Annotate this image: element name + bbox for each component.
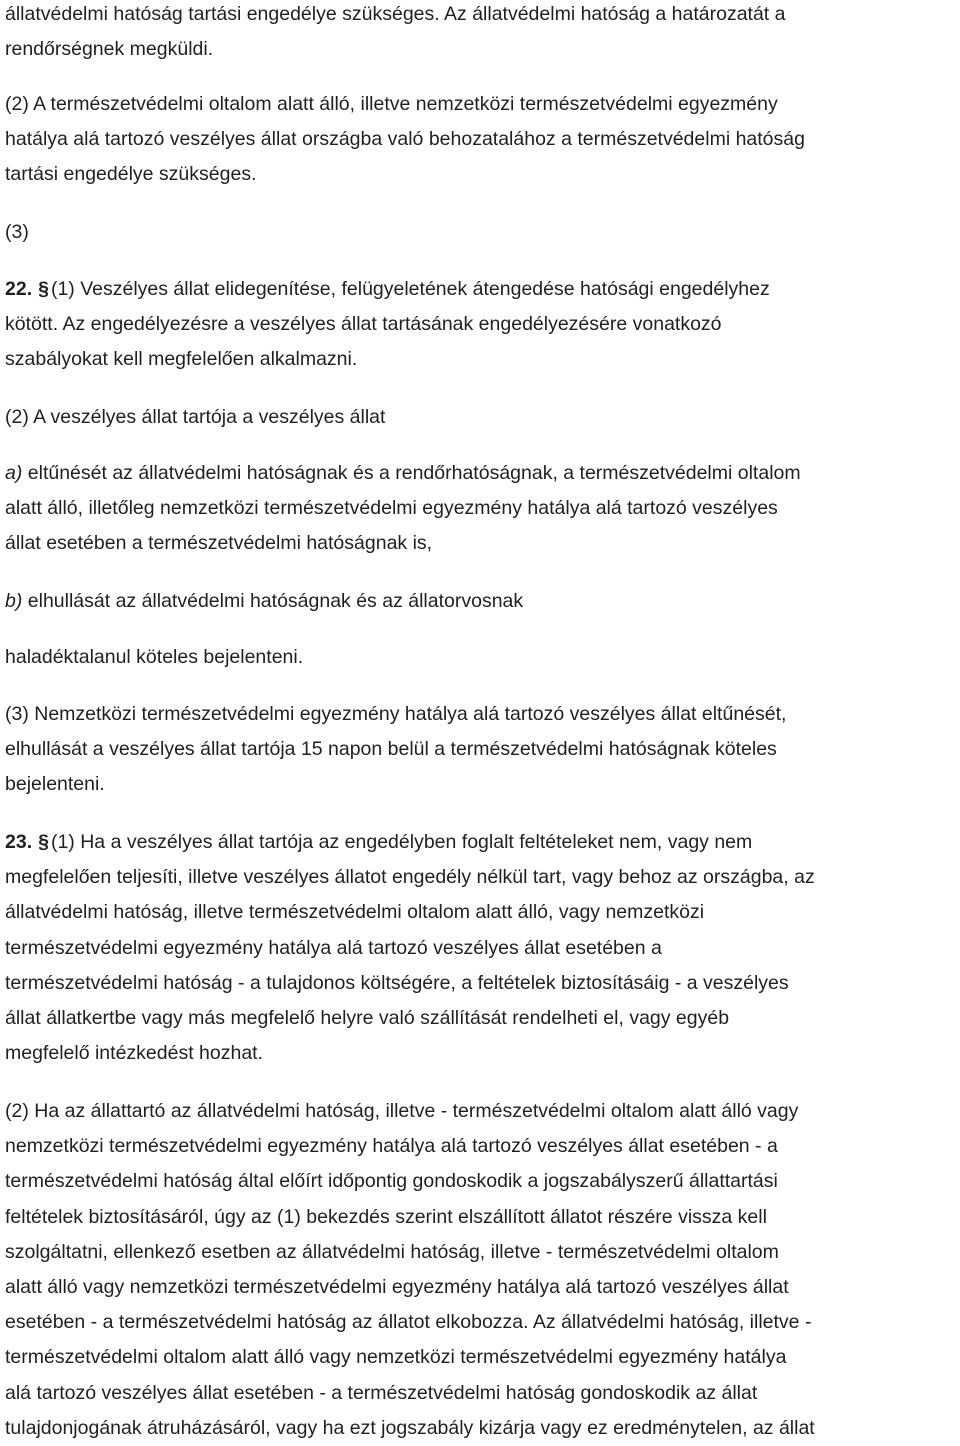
text-line: hatálya alá tartozó veszélyes állat országba való behozatalához a természetvédelmi hatóság xyxy=(5,128,805,151)
paragraph-21-3 xyxy=(5,215,957,250)
text-line: tartási engedélye szükséges. xyxy=(5,163,257,186)
list-marker: a) xyxy=(5,462,23,484)
paragraph-22-closing xyxy=(5,640,957,675)
text-line: állat állatkertbe vagy más megfelelő helyre való szállítását rendelheti el, vagy egyéb xyxy=(5,1007,730,1030)
text-line: állat esetében a természetvédelmi hatóságnak is, xyxy=(5,532,433,555)
text-line: (2) Ha az állattartó az állatvédelmi hatóság, illetve - természetvédelmi oltalom alatt álló vagy xyxy=(5,1100,799,1122)
text-line: természetvédelmi hatóság által előírt időpontig gondoskodik a jogszabályszerű állattartási xyxy=(5,1170,778,1193)
paragraph-21-2 xyxy=(5,87,957,193)
text-line: (1) Ha a veszélyes állat tartója az engedélyben foglalt feltételeket nem, vagy nem xyxy=(50,831,753,853)
list-item-a xyxy=(5,456,957,562)
paragraph-23-2 xyxy=(5,1094,957,1446)
text-line: haladéktalanul köteles bejelenteni. xyxy=(5,646,304,668)
text-line: szolgáltatni, ellenkező esetben az állatvédelmi hatóság, illetve - természetvédelmi oltalom xyxy=(5,1240,779,1263)
text-line: természetvédelmi egyezmény hatálya alá tartozó veszélyes állat esetében a xyxy=(5,936,662,959)
text-line: alatt álló, illetőleg nemzetközi természetvédelmi egyezmény hatálya alá tartozó veszélyes xyxy=(5,497,778,520)
text-line: állatvédelmi hatóság, illetve természetvédelmi oltalom alatt álló, vagy nemzetközi xyxy=(5,901,705,924)
text-line: nemzetközi természetvédelmi egyezmény hatálya alá tartozó veszélyes állat esetében - a xyxy=(5,1135,778,1158)
text-line: megfelelően teljesíti, illetve veszélyes állatot engedély nélkül tart, vagy behoz az országba, az xyxy=(5,866,815,889)
paragraph-22-3 xyxy=(5,697,957,803)
text-line: kötött. Az engedélyezésre a veszélyes állat tartásának engedélyezésére vonatkozó xyxy=(5,313,722,336)
text-line: (2) A természetvédelmi oltalom alatt álló, illetve nemzetközi természetvédelmi egyezmény xyxy=(5,93,778,115)
text-line: megfelelő intézkedést hozhat. xyxy=(5,1042,263,1065)
list-item-b xyxy=(5,584,957,619)
text-line: eltűnését az állatvédelmi hatóságnak és a rendőrhatóságnak, a természetvédelmi oltalom xyxy=(22,462,801,484)
text-line: tulajdonjogának átruházásáról, vagy ha ezt jogszabály kizárja vagy ez eredménytelen, az állat xyxy=(5,1416,815,1439)
paragraph-22-2 xyxy=(5,400,957,435)
section-22 xyxy=(5,272,957,378)
text-line: esetében - a természetvédelmi hatóság az állatot elkobozza. Az állatvédelmi hatóság, illetve - xyxy=(5,1311,812,1334)
text-line: elhullását a veszélyes állat tartója 15 napon belül a természetvédelmi hatóságnak köteles xyxy=(5,738,777,761)
text-line: természetvédelmi oltalom alatt álló vagy nemzetközi természetvédelmi egyezmény hatálya xyxy=(5,1346,787,1369)
section-sign: § xyxy=(38,831,49,853)
text-line: alatt álló vagy nemzetközi természetvédelmi egyezmény hatálya alá tartozó veszélyes állat xyxy=(5,1276,789,1299)
text-line: rendőrségnek megküldi. xyxy=(5,38,214,61)
text-line: bejelenteni. xyxy=(5,773,105,796)
section-number: 22. xyxy=(5,278,33,300)
list-marker: b) xyxy=(5,590,23,612)
text-line: alá tartozó veszélyes állat esetében - a természetvédelmi hatóság gondoskodik az állat xyxy=(5,1381,758,1404)
text-line: (3) Nemzetközi természetvédelmi egyezmény hatálya alá tartozó veszélyes állat eltűnését, xyxy=(5,703,787,725)
section-sign: § xyxy=(38,278,49,300)
text-line: (3) xyxy=(5,221,29,243)
section-number: 23. xyxy=(5,831,33,853)
section-23 xyxy=(5,825,957,1071)
text-line: (2) A veszélyes állat tartója a veszélyes állat xyxy=(5,406,386,428)
text-line: természetvédelmi hatóság - a tulajdonos költségére, a feltételek biztosításáig - a veszélyes xyxy=(5,971,789,994)
text-line: elhullását az állatvédelmi hatóságnak és az állatorvosnak xyxy=(22,590,524,612)
text-line: (1) Veszélyes állat elidegenítése, felügyeletének átengedése hatósági engedélyhez xyxy=(50,278,770,300)
text-line: feltételek biztosításáról, úgy az (1) bekezdés szerint elszállított állatot részére vissza kell xyxy=(5,1205,767,1228)
text-line: állatvédelmi hatóság tartási engedélye szükséges. Az állatvédelmi hatóság a határozatát a xyxy=(5,3,786,25)
paragraph-intro xyxy=(5,0,957,67)
text-line: szabályokat kell megfelelően alkalmazni. xyxy=(5,348,358,371)
